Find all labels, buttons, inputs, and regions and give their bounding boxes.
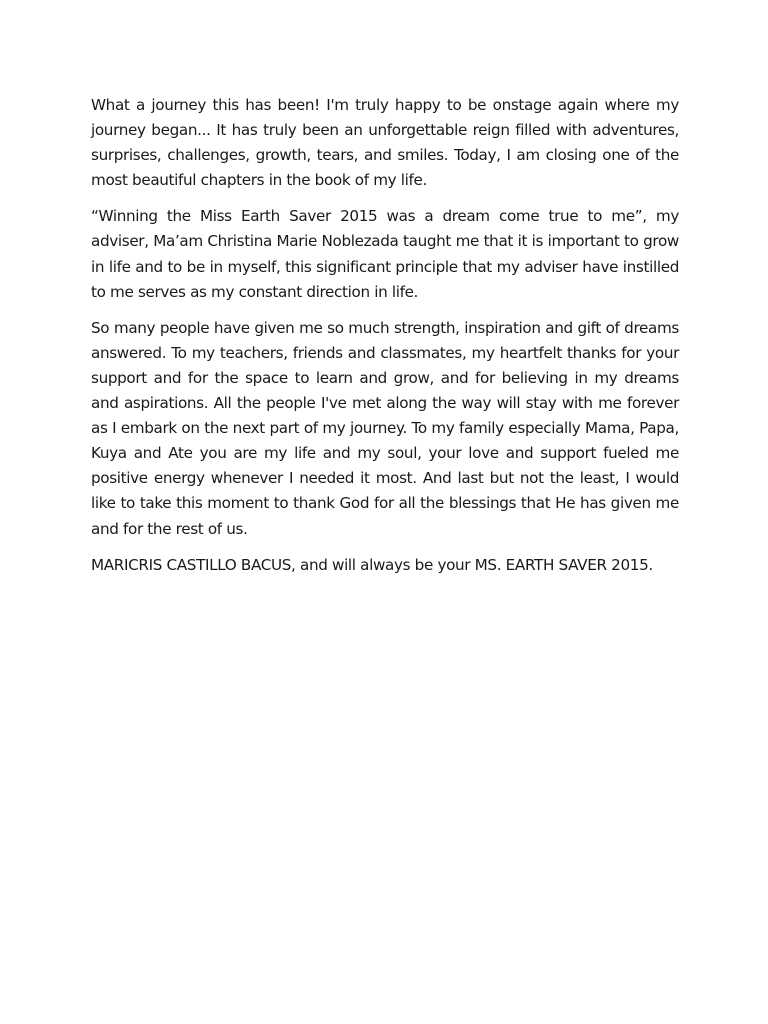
document-body xyxy=(91,93,679,589)
paragraph-signoff: MARICRIS CASTILLO BACUS, and will always be your MS. EARTH SAVER 2015. xyxy=(91,555,653,574)
paragraph-adviser: “Winning the Miss Earth Saver 2015 was a dream come true to me”, my adviser, Ma’am Christina Marie Noblezada taught me that it is important to grow in life and to be in myself, this significant principle that my adviser have instilled to me serves as my constant direction in life. xyxy=(91,207,679,301)
paragraph-thanks: So many people have given me so much strength, inspiration and gift of dreams answered. To my teachers, friends and classmates, my heartfelt thanks for your support and for the space to learn and grow, and for believing in my dreams and aspirations. All the people I've met along the way will stay with me forever as I embark on the next part of my journey. To my family especially Mama, Papa, Kuya and Ate you are my life and my soul, your love and support fueled me positive energy whenever I needed it most. And last but not the least, I would like to take this moment to thank God for all the blessings that He has given me and for the rest of us. xyxy=(91,318,679,538)
paragraph-intro: What a journey this has been! I'm truly happy to be onstage again where my journey began... It has truly been an unforgettable reign filled with adventures, surprises, challenges, growth, tears, and smiles. Today, I am closing one of the most beautiful chapters in the book of my life. xyxy=(91,96,679,190)
